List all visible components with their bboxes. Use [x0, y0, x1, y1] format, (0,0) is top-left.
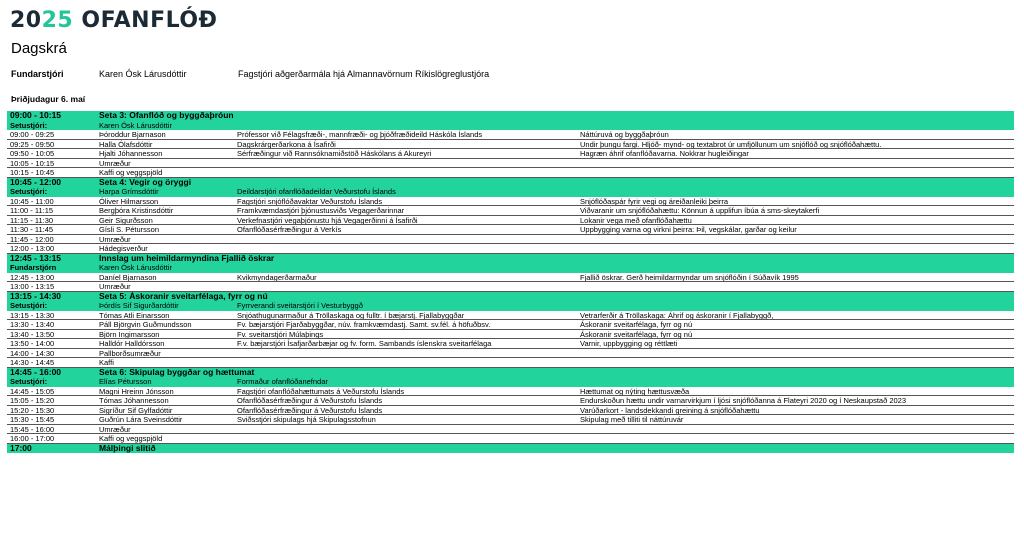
row-name: Tómas Jóhannesson [99, 396, 169, 405]
row-name: Seta 4: Vegir og öryggi [99, 177, 192, 187]
row-name: Guðrún Lára Sveinsdóttir [99, 415, 183, 424]
row-name: Umræður [99, 424, 131, 434]
row-role: Fagstjóri snjóflóðavaktar Veðurstofu Íslands [237, 196, 383, 206]
row-name: Þórdís Sif Sigurðardóttir [99, 301, 179, 310]
row-role: Fyrrverandi sveitarstjóri í Vesturbyggð [237, 301, 363, 310]
row-name: Bergþóra Kristinsdóttir [99, 206, 174, 215]
row-time: 09:00 - 10:15 [10, 111, 62, 120]
row-name: Hádegisverður [99, 244, 148, 253]
schedule-row [7, 425, 1014, 435]
row-topic: Fjallið öskrar. Gerð heimildarmyndar um snjóflóðin í Súðavík 1995 [580, 272, 799, 282]
row-role: Sérfræðingur við Rannsóknamiðstöð Háskólans á Akureyri [237, 149, 432, 158]
session-chair-row [7, 263, 1014, 273]
row-name: Sigríður Sif Gylfadóttir [99, 405, 173, 415]
row-name: Daníel Bjarnason [99, 272, 157, 282]
row-topic: Lokanir vega með ofanflóðahættu [580, 215, 692, 225]
row-role: Framkvæmdastjóri þjónustusviðs Vegagerðarinnar [237, 206, 405, 215]
row-time: 09:00 - 09:25 [10, 130, 55, 139]
row-time: 11:15 - 11:30 [10, 215, 54, 225]
row-time: 13:00 - 13:15 [10, 282, 55, 291]
row-name: Geir Sigurðsson [99, 215, 153, 225]
row-topic: Hagræn áhrif ofanflóðavarna. Nokkrar hugleiðingar [580, 149, 749, 158]
row-time: 12:45 - 13:15 [10, 253, 62, 263]
row-role: Kvikmyndagerðarmaður [237, 272, 317, 282]
row-time: 14:45 - 16:00 [10, 367, 62, 377]
row-time: Setustjóri: [10, 120, 48, 130]
row-name: Halla Ólafsdóttir [99, 139, 153, 149]
session-chair-row [7, 377, 1014, 387]
row-name: Innslag um heimildarmyndina Fjallið öskrar [99, 253, 275, 263]
row-time: 11:45 - 12:00 [10, 234, 54, 244]
row-name: Magni Hreinn Jónsson [99, 386, 174, 396]
schedule-row [7, 320, 1014, 330]
schedule-row [7, 282, 1014, 292]
schedule-row [7, 349, 1014, 359]
row-topic: Áskoranir sveitarfélaga, fyrr og nú [580, 329, 693, 339]
row-role: F.v. bæjarstjóri Ísafjarðarbæjar og fv. form. Sambands íslenskra sveitarfélaga [237, 339, 492, 348]
row-time: 09:25 - 09:50 [10, 139, 55, 149]
chair-name: Karen Ósk Lárusdóttir [99, 69, 187, 79]
schedule-row [7, 358, 1014, 368]
session-row [7, 368, 1014, 378]
row-time: Fundarstjórn [10, 263, 57, 272]
row-name: Karen Ósk Lárusdóttir [99, 263, 172, 272]
row-time: 13:40 - 13:50 [10, 329, 55, 339]
row-time: 17:00 [10, 443, 32, 453]
schedule-row [7, 406, 1014, 416]
row-name: Seta 3: Ofanflóð og byggðaþróun [99, 111, 234, 120]
row-name: Karen Ósk Lárusdóttir [99, 120, 172, 130]
row-role: Ofanflóðasérfræðingur á Veðurstofu Íslands [237, 396, 383, 405]
row-role: Fv. sveitarstjóri Múlaþings [237, 329, 324, 339]
row-topic: Snjóflóðaspár fyrir vegi og áreiðanleiki þeirra [580, 196, 728, 206]
row-name: Seta 6: Skipulag byggðar og hættumat [99, 367, 255, 377]
row-topic: Vetrarferðir á Tröllaskaga: Áhrif og áskoranir í Fjallabyggð, [580, 310, 774, 320]
row-time: 15:45 - 16:00 [10, 424, 55, 434]
row-topic: Viðvaranir um snjóflóðahættu: Könnun á upplifun íbúa á sms-skeytakerfi [580, 206, 820, 215]
schedule-row [7, 216, 1014, 226]
schedule-row [7, 396, 1014, 406]
schedule-row [7, 130, 1014, 140]
row-time: 13:30 - 13:40 [10, 320, 55, 329]
schedule-row [7, 311, 1014, 321]
row-time: 14:00 - 14:30 [10, 348, 55, 358]
row-time: 15:30 - 15:45 [10, 415, 55, 424]
row-time: 13:15 - 14:30 [10, 291, 62, 301]
row-role: Sviðsstjóri skipulags hjá Skipulagsstofnun [237, 415, 376, 424]
row-name: Þóroddur Bjarnason [99, 130, 166, 139]
row-name: Tómas Atli Einarsson [99, 310, 170, 320]
row-role: Fagstjóri ofanflóðahættumats á Veðurstofu Íslands [237, 386, 405, 396]
schedule-row [7, 235, 1014, 245]
session-row [7, 292, 1014, 302]
row-time: 13:50 - 14:00 [10, 339, 55, 348]
session-row [7, 111, 1014, 121]
schedule-row [7, 434, 1014, 444]
row-name: Umræður [99, 158, 131, 168]
schedule-table [7, 111, 1014, 453]
row-name: Halldór Halldórsson [99, 339, 165, 348]
row-topic: Uppbygging varna og virkni þeirra: Þil, vegskálar, garðar og keilur [580, 225, 797, 234]
row-name: Umræður [99, 234, 131, 244]
row-name: Kaffi og veggspjöld [99, 168, 163, 177]
row-time: 10:45 - 12:00 [10, 177, 62, 187]
schedule-row [7, 149, 1014, 159]
schedule-row [7, 387, 1014, 397]
row-time: 15:05 - 15:20 [10, 396, 55, 405]
row-name: Pallborðsumræður [99, 348, 161, 358]
row-time: 14:45 - 15:05 [10, 386, 55, 396]
schedule-row [7, 225, 1014, 235]
row-name: Umræður [99, 282, 131, 291]
schedule-row [7, 168, 1014, 178]
row-time: 09:50 - 10:05 [10, 149, 55, 158]
row-time: 10:15 - 10:45 [10, 168, 55, 177]
session-chair-row [7, 121, 1014, 131]
row-role: Snjóathugunarmaður á Tröllaskaga og fulltr. í bæjarstj. Fjallabyggðar [237, 310, 465, 320]
session-row [7, 254, 1014, 264]
row-time: 14:30 - 14:45 [10, 358, 55, 367]
page-title: Dagskrá [11, 40, 67, 57]
session-row [7, 178, 1014, 188]
row-name: Hjalti Jóhannesson [99, 149, 163, 158]
schedule-row [7, 159, 1014, 169]
row-time: 11:00 - 11:15 [10, 206, 54, 215]
schedule-row [7, 273, 1014, 283]
row-name: Elías Pétursson [99, 377, 152, 386]
row-time: Setustjóri: [10, 187, 48, 196]
row-role: Dagskrárgerðarkona á Ísafirði [237, 139, 336, 149]
row-role: Fv. bæjarstjóri Fjarðabyggðar, núv. framkvæmdastj. Samt. sv.fél. á höfuðbsv. [237, 320, 491, 329]
row-name: Gísli S. Pétursson [99, 225, 160, 234]
row-name: Málþingi slitið [99, 443, 156, 453]
row-time: 11:30 - 11:45 [10, 225, 54, 234]
row-name: Seta 5: Áskoranir sveitarfélaga, fyrr og nú [99, 291, 268, 301]
row-time: 10:05 - 10:15 [10, 158, 55, 168]
schedule-row [7, 140, 1014, 150]
row-name: Óliver Hilmarsson [99, 196, 159, 206]
row-time: Setustjóri: [10, 377, 48, 386]
row-time: 15:20 - 15:30 [10, 405, 55, 415]
row-role: Verkefnastjóri vegaþjónustu hjá Vegagerðinni á Ísafirði [237, 215, 418, 225]
row-time: Setustjóri: [10, 301, 48, 310]
row-name: Harpa Grímsdóttir [99, 187, 159, 196]
row-topic: Hættumat og nýting hættusvæða [580, 386, 690, 396]
schedule-row [7, 330, 1014, 340]
schedule-row [7, 339, 1014, 349]
row-topic: Náttúruvá og byggðaþróun [580, 130, 669, 139]
row-name: Kaffi [99, 358, 114, 367]
session-chair-row [7, 301, 1014, 311]
row-time: 16:00 - 17:00 [10, 434, 55, 443]
row-role: Deildarstjóri ofanflóðadeildar Veðurstofu Íslands [237, 187, 396, 196]
schedule-row [7, 206, 1014, 216]
row-name: Björn Ingimarsson [99, 329, 160, 339]
row-topic: Endurskoðun hættu undir varnarvirkjum í ljósi snjóflóðanna á Flateyri 2020 og í Neskaupstað 2023 [580, 396, 907, 405]
session-row [7, 444, 1014, 454]
row-topic: Undir þungu fargi. Hljóð- mynd- og textabrot úr umfjöllunum um snjóflóð og snjóflóðahættu. [580, 139, 882, 149]
row-name: Kaffi og veggspjöld [99, 434, 163, 443]
row-role: Formaður ofanflóðanefndar [237, 377, 328, 386]
row-time: 12:00 - 13:00 [10, 244, 55, 253]
row-topic: Skipulag með tilliti til náttúruvár [580, 415, 684, 424]
row-role: Ofanflóðasérfræðingur á Veðurstofu Íslands [237, 405, 383, 415]
row-role: Prófessor við Félagsfræði-, mannfræði- og þjóðfræðideild Háskóla Íslands [237, 130, 483, 139]
chair-role: Fagstjóri aðgerðarmála hjá Almannavörnum Ríkislögreglustjóra [238, 69, 490, 79]
row-time: 12:45 - 13:00 [10, 272, 55, 282]
logo: 2025 OFANFLÓÐ [10, 8, 218, 33]
row-time: 13:15 - 13:30 [10, 310, 55, 320]
chair-label: Fundarstjóri [11, 69, 64, 79]
row-topic: Varúðarkort - landsdekkandi greining á snjóflóðahættu [580, 405, 760, 415]
schedule-row [7, 244, 1014, 254]
row-topic: Áskoranir sveitarfélaga, fyrr og nú [580, 320, 693, 329]
day-heading: Þriðjudagur 6. maí [11, 94, 86, 104]
schedule-row [7, 415, 1014, 425]
row-topic: Varnir, uppbygging og réttlæti [580, 339, 678, 348]
row-time: 10:45 - 11:00 [10, 196, 54, 206]
row-role: Ofanflóðasérfræðingur á Verkís [237, 225, 342, 234]
session-chair-row [7, 187, 1014, 197]
schedule-row [7, 197, 1014, 207]
row-name: Páll Björgvin Guðmundsson [99, 320, 192, 329]
